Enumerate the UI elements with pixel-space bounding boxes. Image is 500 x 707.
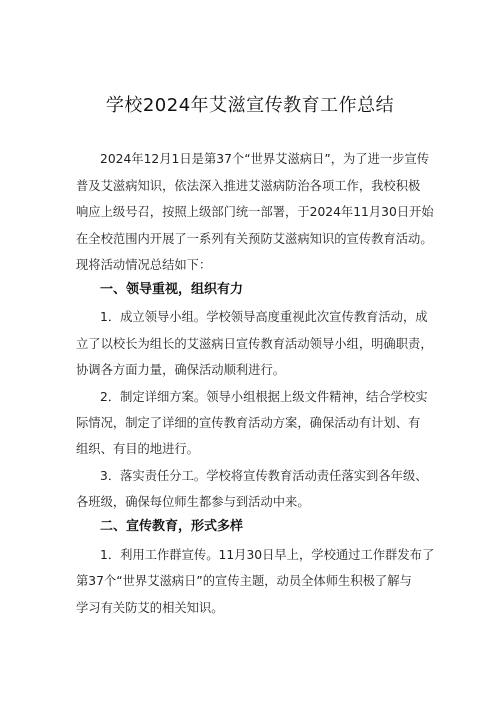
intro-line-1: 2024年12月1日是第37个“世界艾滋病日”，为了进一步宣传 (100, 152, 430, 166)
section-1-item-1-line-2: 立了以校长为组长的艾滋病日宣传教育活动领导小组，明确职责， (76, 337, 433, 351)
section-1-item-2-line-1: 2．制定详细方案。领导小组根据上级文件精神，结合学校实 (100, 390, 428, 404)
section-2-heading: 二、宣传教育，形式多样 (100, 519, 244, 534)
intro-line-2: 普及艾滋病知识，依法深入推进艾滋病防治各项工作，我校积极 (76, 179, 421, 193)
section-2-item-1-line-3: 学习有关防艾的相关知识。 (76, 601, 224, 615)
section-1-item-3-line-1: 3．落实责任分工。学校将宣传教育活动责任落实到各年级、 (100, 469, 428, 483)
section-1-item-1-line-3: 协调各方面力量，确保活动顺利进行。 (76, 363, 286, 377)
document-title: 学校2024年艾滋宣传教育工作总结 (105, 95, 395, 116)
section-1-item-1-line-1: 1．成立领导小组。学校领导高度重视此次宣传教育活动，成 (100, 310, 428, 324)
section-1-item-2-line-3: 组织、有目的地进行。 (76, 442, 199, 456)
section-1-item-3-line-2: 各班级，确保每位师生都参与到活动中来。 (76, 495, 310, 509)
section-1-item-2-line-2: 际情况，制定了详细的宣传教育活动方案，确保活动有计划、有 (76, 416, 421, 430)
section-1-heading: 一、领导重视，组织有力 (100, 282, 244, 297)
intro-line-4: 在全校范围内开展了一系列有关预防艾滋病知识的宣传教育活动。 (76, 232, 433, 246)
section-2-item-1-line-1: 1．利用工作群宣传。11月30日早上，学校通过工作群发布了 (100, 548, 435, 562)
intro-line-5: 现将活动情况总结如下： (76, 258, 212, 272)
section-2-item-1-line-2: 第37个“世界艾滋病日”的宣传主题，动员全体师生积极了解与 (76, 574, 412, 588)
intro-line-3: 响应上级号召，按照上级部门统一部署，于2024年11月30日开始 (76, 205, 434, 219)
